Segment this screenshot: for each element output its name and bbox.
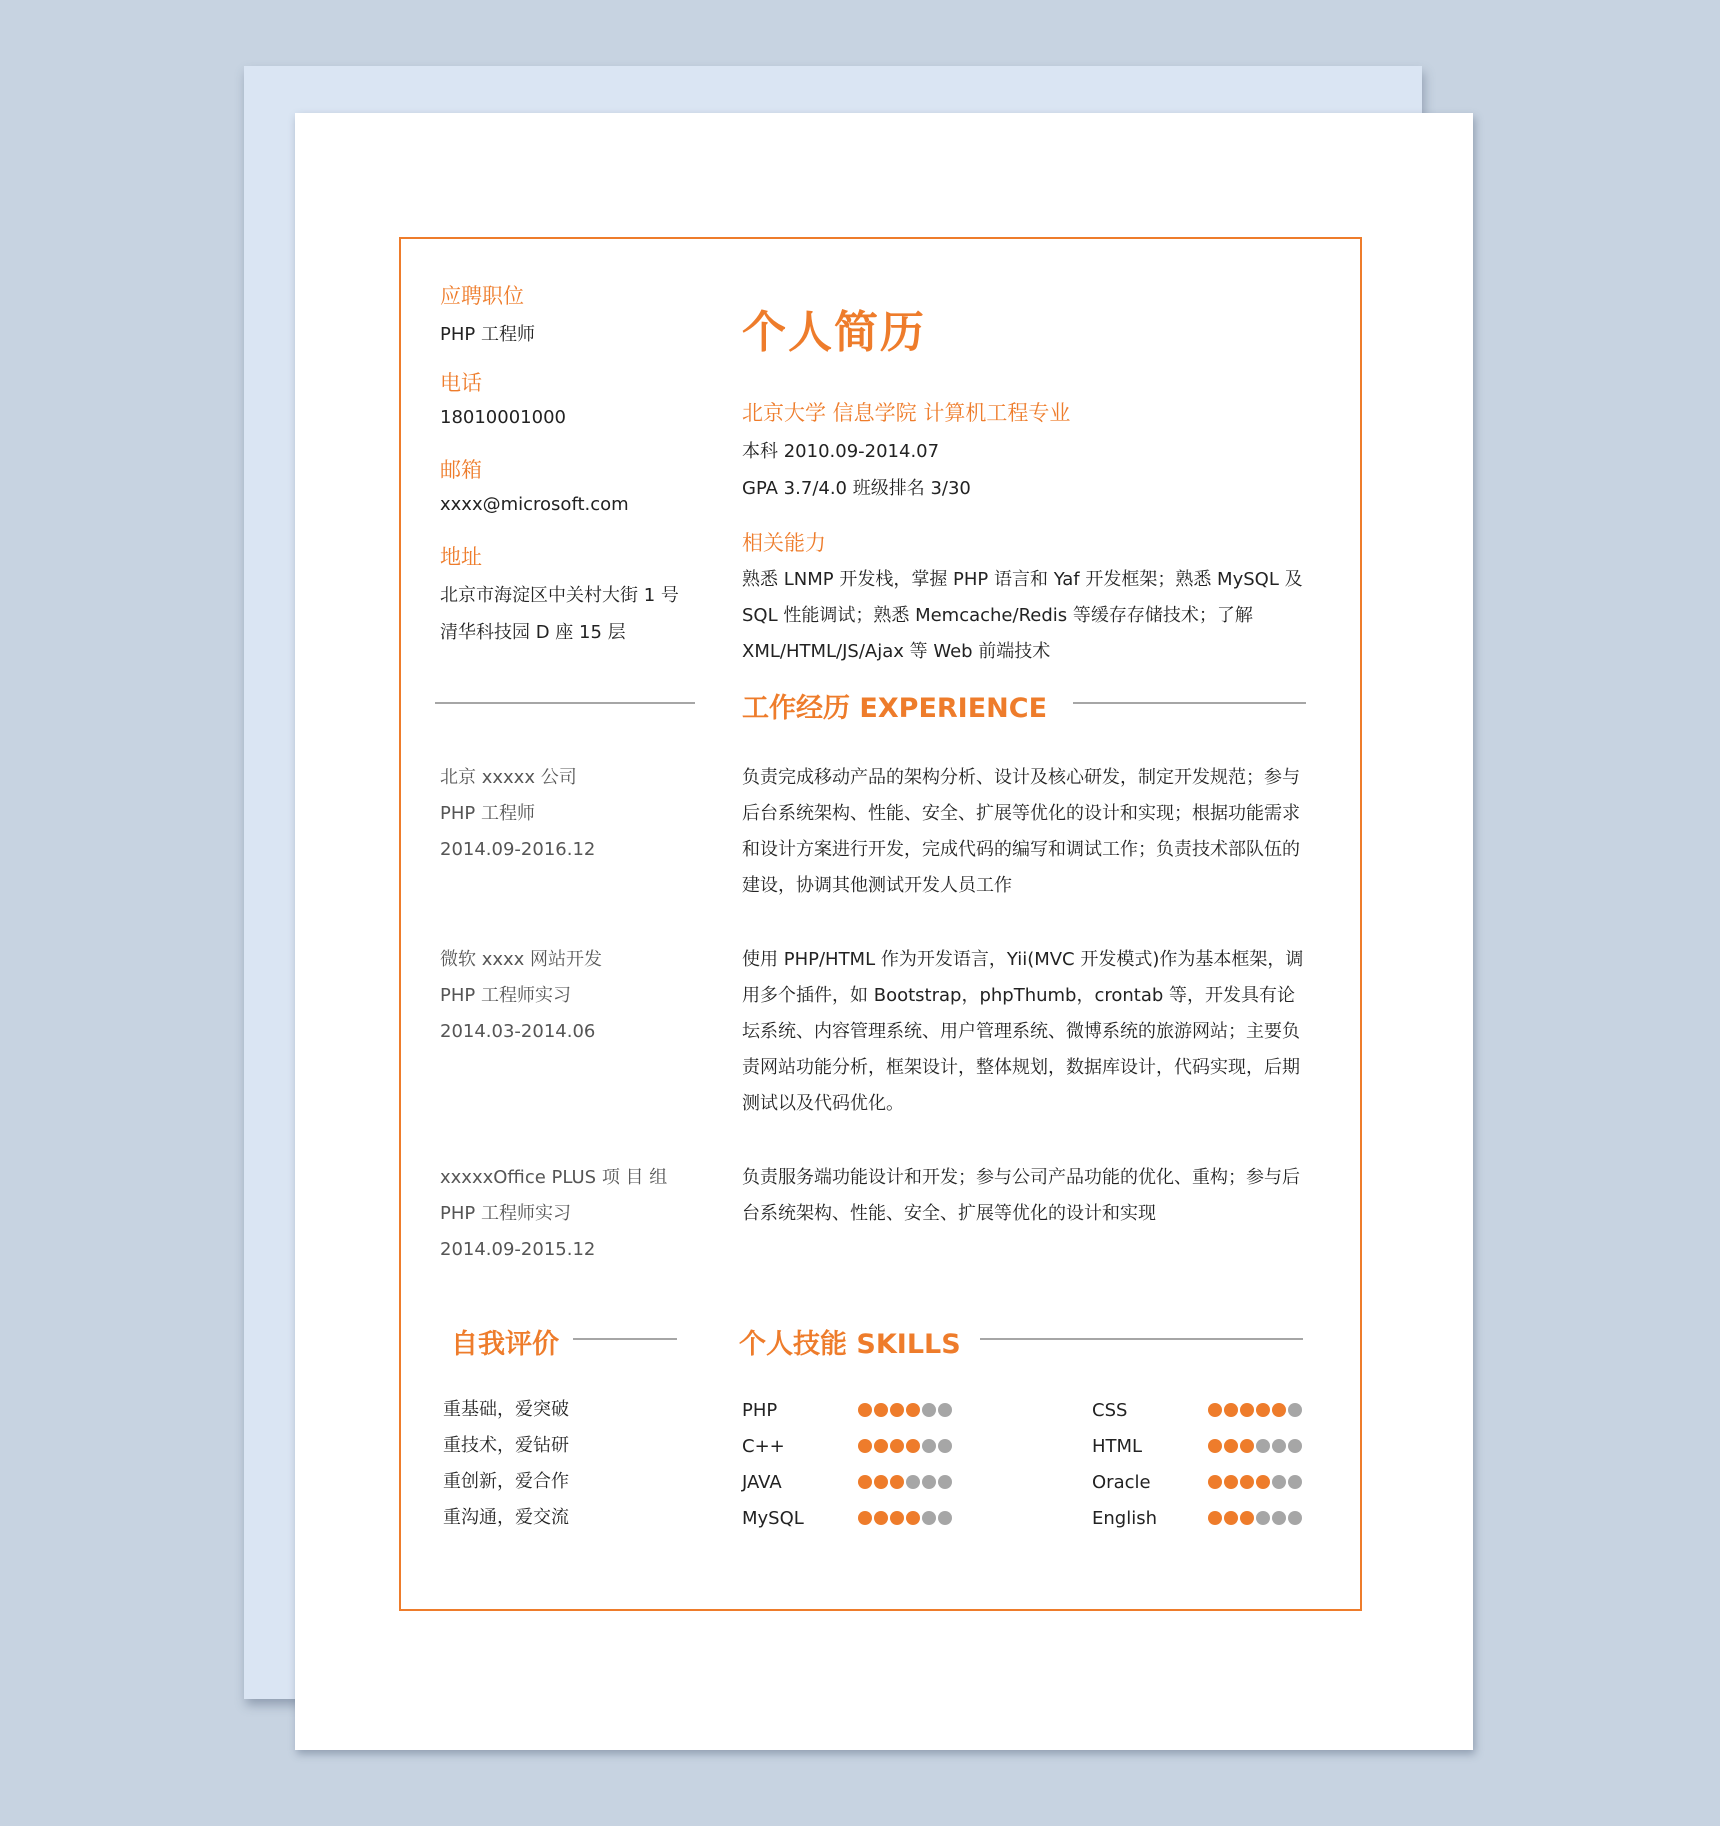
experience-heading: 工作经历 EXPERIENCE xyxy=(742,693,1048,724)
skill-row xyxy=(742,1398,952,1422)
skill-rating-dots xyxy=(858,1511,952,1525)
rating-dot-filled-icon xyxy=(906,1403,920,1417)
skill-row xyxy=(742,1470,952,1494)
rating-dot-empty-icon xyxy=(1272,1475,1286,1489)
position-label: 应聘职位 xyxy=(440,284,524,308)
self-evaluation-list xyxy=(443,1392,569,1536)
skill-rating-dots xyxy=(1208,1439,1302,1453)
skill-name: HTML xyxy=(1092,1435,1143,1457)
job-role: PHP 工程师 xyxy=(440,803,535,824)
rating-dot-empty-icon xyxy=(906,1475,920,1489)
rating-dot-filled-icon xyxy=(906,1511,920,1525)
self-evaluation-item: 重技术，爱钻研 xyxy=(443,1435,569,1456)
skill-rating-dots xyxy=(858,1403,952,1417)
gpa-rank: GPA 3.7/4.0 班级排名 3/30 xyxy=(742,478,971,499)
company-name: 北京 xxxxx 公司 xyxy=(440,767,577,788)
skill-row xyxy=(1092,1470,1302,1494)
skill-rating-dots xyxy=(1208,1511,1302,1525)
rating-dot-filled-icon xyxy=(890,1511,904,1525)
rating-dot-filled-icon xyxy=(1272,1403,1286,1417)
company-name: 微软 xxxx 网站开发 xyxy=(440,949,603,970)
rating-dot-filled-icon xyxy=(890,1439,904,1453)
rating-dot-filled-icon xyxy=(874,1475,888,1489)
self-evaluation-heading: 自我评价 xyxy=(451,1329,559,1360)
self-evaluation-item: 重沟通，爱交流 xyxy=(443,1507,569,1528)
rating-dot-filled-icon xyxy=(1208,1403,1222,1417)
experience-description: 负责服务端功能设计和开发；参与公司产品功能的优化、重构；参与后台系统架构、性能、安全、扩展等优化的设计和实现 xyxy=(742,1167,1300,1224)
rating-dot-empty-icon xyxy=(1288,1511,1302,1525)
abilities-heading: 相关能力 xyxy=(742,531,826,555)
job-role: PHP 工程师实习 xyxy=(440,985,571,1006)
skill-row xyxy=(1092,1398,1302,1422)
education-heading: 北京大学 信息学院 计算机工程专业 xyxy=(742,401,1071,425)
phone-value: 18010001000 xyxy=(440,407,566,428)
rating-dot-filled-icon xyxy=(1240,1403,1254,1417)
rating-dot-empty-icon xyxy=(922,1403,936,1417)
address-label: 地址 xyxy=(440,545,482,569)
rating-dot-filled-icon xyxy=(906,1439,920,1453)
skill-row xyxy=(1092,1506,1302,1530)
rating-dot-filled-icon xyxy=(1256,1475,1270,1489)
rating-dot-filled-icon xyxy=(1224,1511,1238,1525)
email-value: xxxx@microsoft.com xyxy=(440,494,629,515)
skill-row xyxy=(742,1434,952,1458)
experience-description: 使用 PHP/HTML 作为开发语言，Yii(MVC 开发模式)作为基本框架，调用多个插件，如 Bootstrap，phpThumb，crontab 等，开发具有论坛系统、内容管理系统、用户管理系统、微博系统的旅游网站；主要负责网站功能分析，框架设计，整体规划，数据库设计，代码实现，后期测试以及代码优化。 xyxy=(742,949,1304,1114)
rating-dot-empty-icon xyxy=(1288,1403,1302,1417)
rating-dot-filled-icon xyxy=(858,1511,872,1525)
rating-dot-filled-icon xyxy=(1224,1439,1238,1453)
job-period: 2014.09-2016.12 xyxy=(440,839,596,860)
rating-dot-filled-icon xyxy=(858,1475,872,1489)
rating-dot-filled-icon xyxy=(874,1403,888,1417)
rating-dot-empty-icon xyxy=(1288,1439,1302,1453)
skill-rating-dots xyxy=(1208,1475,1302,1489)
rating-dot-filled-icon xyxy=(1208,1475,1222,1489)
experience-item-meta xyxy=(440,942,602,1050)
experience-description: 负责完成移动产品的架构分析、设计及核心研发，制定开发规范；参与后台系统架构、性能、安全、扩展等优化的设计和实现；根据功能需求和设计方案进行开发，完成代码的编写和调试工作；负责技术部队伍的建设，协调其他测试开发人员工作 xyxy=(742,767,1300,896)
rating-dot-filled-icon xyxy=(858,1403,872,1417)
rating-dot-filled-icon xyxy=(890,1475,904,1489)
phone-label: 电话 xyxy=(440,371,482,395)
abilities-text: 熟悉 LNMP 开发栈，掌握 PHP 语言和 Yaf 开发框架；熟悉 MySQL 及 SQL 性能调试；熟悉 Memcache/Redis 等缓存存储技术；了解 XML/HTML/JS/Ajax 等 Web 前端技术 xyxy=(742,569,1303,662)
self-evaluation-rule xyxy=(573,1338,677,1340)
job-role: PHP 工程师实习 xyxy=(440,1203,571,1224)
skill-rating-dots xyxy=(858,1439,952,1453)
experience-rule-left xyxy=(435,702,695,704)
self-evaluation-item: 重创新，爱合作 xyxy=(443,1471,569,1492)
rating-dot-empty-icon xyxy=(1256,1439,1270,1453)
rating-dot-empty-icon xyxy=(1288,1475,1302,1489)
skill-name: English xyxy=(1092,1507,1157,1529)
skill-row xyxy=(742,1506,952,1530)
resume-title: 个人简历 xyxy=(742,307,926,358)
job-period: 2014.09-2015.12 xyxy=(440,1239,596,1260)
company-name: xxxxxOffice PLUS 项 目 组 xyxy=(440,1167,668,1188)
rating-dot-empty-icon xyxy=(938,1475,952,1489)
skill-rating-dots xyxy=(1208,1403,1302,1417)
rating-dot-filled-icon xyxy=(1208,1511,1222,1525)
rating-dot-filled-icon xyxy=(874,1439,888,1453)
rating-dot-filled-icon xyxy=(1240,1439,1254,1453)
skill-row xyxy=(1092,1434,1302,1458)
skill-rating-dots xyxy=(858,1475,952,1489)
experience-rule-right xyxy=(1073,702,1306,704)
address-line-1: 北京市海淀区中关村大街 1 号 xyxy=(440,585,679,606)
skill-name: CSS xyxy=(1092,1399,1128,1421)
rating-dot-empty-icon xyxy=(922,1511,936,1525)
skills-heading: 个人技能 SKILLS xyxy=(739,1329,961,1360)
experience-item-meta xyxy=(440,760,595,868)
job-period: 2014.03-2014.06 xyxy=(440,1021,596,1042)
position-value: PHP 工程师 xyxy=(440,324,535,345)
self-evaluation-item: 重基础，爱突破 xyxy=(443,1399,569,1420)
experience-item-meta xyxy=(440,1160,667,1268)
rating-dot-empty-icon xyxy=(922,1475,936,1489)
rating-dot-filled-icon xyxy=(1208,1439,1222,1453)
rating-dot-filled-icon xyxy=(890,1403,904,1417)
address-line-2: 清华科技园 D 座 15 层 xyxy=(440,622,626,643)
rating-dot-empty-icon xyxy=(1272,1439,1286,1453)
skill-name: Oracle xyxy=(1092,1471,1151,1493)
rating-dot-empty-icon xyxy=(938,1511,952,1525)
rating-dot-empty-icon xyxy=(938,1403,952,1417)
skill-name: MySQL xyxy=(742,1507,804,1529)
rating-dot-filled-icon xyxy=(1256,1403,1270,1417)
rating-dot-filled-icon xyxy=(1240,1475,1254,1489)
skill-name: JAVA xyxy=(742,1471,782,1493)
rating-dot-filled-icon xyxy=(1240,1511,1254,1525)
rating-dot-empty-icon xyxy=(1256,1511,1270,1525)
rating-dot-empty-icon xyxy=(938,1439,952,1453)
rating-dot-filled-icon xyxy=(858,1439,872,1453)
rating-dot-filled-icon xyxy=(1224,1403,1238,1417)
rating-dot-filled-icon xyxy=(1224,1475,1238,1489)
skill-name: C++ xyxy=(742,1435,785,1457)
skills-rule xyxy=(980,1338,1303,1340)
degree-period: 本科 2010.09-2014.07 xyxy=(742,441,940,462)
email-label: 邮箱 xyxy=(440,458,482,482)
rating-dot-empty-icon xyxy=(1272,1511,1286,1525)
rating-dot-empty-icon xyxy=(922,1439,936,1453)
skill-name: PHP xyxy=(742,1399,778,1421)
rating-dot-filled-icon xyxy=(874,1511,888,1525)
